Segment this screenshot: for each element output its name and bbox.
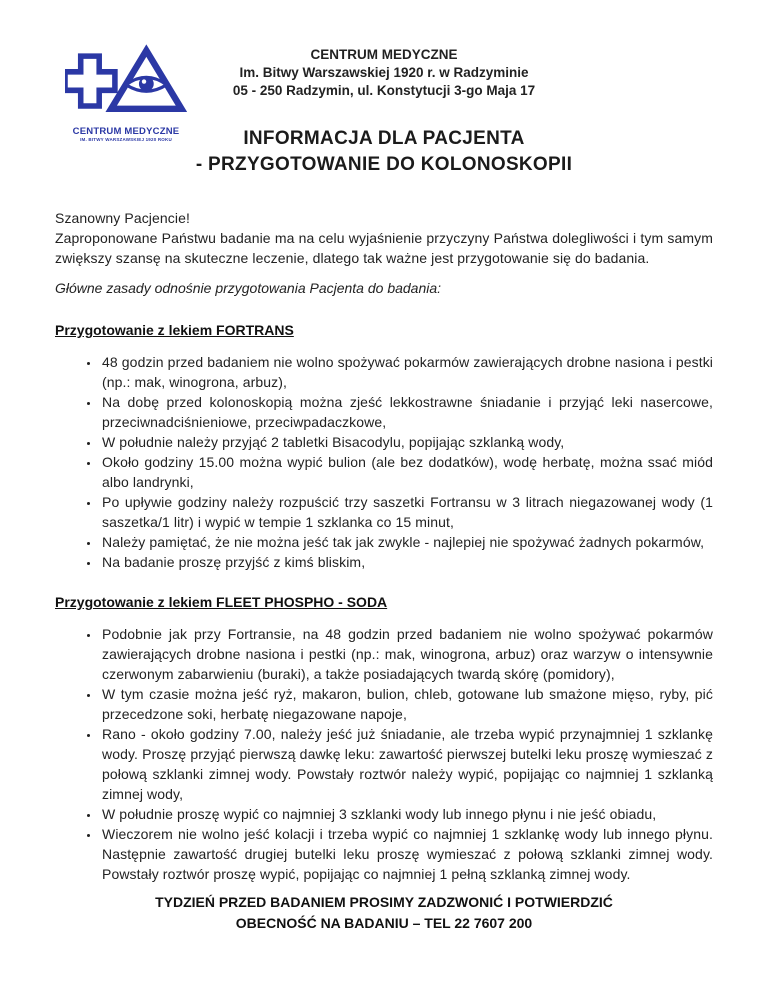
section-fortrans <box>55 320 713 572</box>
bullet-item: • Podobnie jak przy Fortransie, na 48 godzin przed badaniem nie wolno spożywać pokarmów zawierających drobne nasiona i pestki (np.: mak, winogrona, arbuz) oraz warzyw o intensywnie czerwonym zabarwieniu (buraki), a także posiadających twardą skórę (pomidory), <box>100 624 713 684</box>
bullet-item: • Na badanie proszę przyjść z kimś bliskim, <box>100 552 713 572</box>
bullet-item: • Około godziny 15.00 można wypić bulion (ale bez dodatków), wodę herbatę, można ssać miód albo landrynki, <box>100 452 713 492</box>
intro-paragraph: Zaproponowane Państwu badanie ma na celu wyjaśnienie przyczyny Państwa dolegliwości i tym samym zwiększy szansę na skuteczne leczenie, dlatego tak ważne jest przygotowanie się do badania. <box>55 230 713 266</box>
bullet-item: • Rano - około godziny 7.00, należy jeść już śniadanie, ale trzeba wypić przynajmniej 1 szklankę wody. Proszę przyjąć pierwszą dawkę leku: zawartość pierwszej butelki leku proszę wymieszać z połową szklanki zimnej wody. Powstały roztwór należy wypić, popijając co najmniej 1 szklanką zimnej wody, <box>100 724 713 804</box>
footer-line-1: TYDZIEŃ PRZED BADANIEM PROSIMY ZADZWONIĆ I POTWIERDZIĆ <box>155 894 613 910</box>
bullet-item: • Należy pamiętać, że nie można jeść tak jak zwykle - najlepiej nie spożywać żadnych pokarmów, <box>100 532 713 552</box>
bullet-item: • Wieczorem nie wolno jeść kolacji i trzeba wypić co najmniej 1 szklankę wody lub innego płynu. Następnie zawartość drugiej butelki leku proszę wymieszać z połową szklanki zimnej wody. Powstały roztwór proszę wypić, popijając co najmniej 1 pełną szklanką zimnej wody. <box>100 824 713 884</box>
intro-block <box>55 208 713 268</box>
org-patron-line: Im. Bitwy Warszawskiej 1920 r. w Radzyminie <box>239 65 529 80</box>
bullet-item: • 48 godzin przed badaniem nie wolno spożywać pokarmów zawierających drobne nasiona i pestki (np.: mak, winogrona, arbuz), <box>100 352 713 392</box>
logo-subcaption: IM. BITWY WARSZAWSKIEJ 1920 ROKU <box>80 137 172 142</box>
bullet-item: • W południe należy przyjąć 2 tabletki Bisacodylu, popijając szklanką wody, <box>100 432 713 452</box>
section-heading-fortrans: Przygotowanie z lekiem FORTRANS <box>55 322 294 338</box>
bullet-list-fortrans <box>55 352 713 572</box>
bullet-list-fleet <box>55 624 713 884</box>
footer-notice <box>55 892 713 934</box>
page-title-line-2: - PRZYGOTOWANIE DO KOLONOSKOPII <box>195 154 573 175</box>
clinic-logo-icon <box>65 44 187 120</box>
clinic-logo <box>62 44 190 142</box>
rules-intro: Główne zasady odnośnie przygotowania Pacjenta do badania: <box>55 280 442 296</box>
bullet-item: • Po upływie godziny należy rozpuścić trzy saszetki Fortransu w 3 litrach niegazowanej wody (1 saszetka/1 litr) i wypić w tempie 1 szklanka co 15 minut, <box>100 492 713 532</box>
footer-line-2: OBECNOŚĆ NA BADANIU – TEL 22 7607 200 <box>235 915 533 931</box>
page-title-line-1: INFORMACJA DLA PACJENTA <box>243 128 525 149</box>
org-name: CENTRUM MEDYCZNE <box>310 47 458 62</box>
org-address: 05 - 250 Radzymin, ul. Konstytucji 3-go Maja 17 <box>232 83 536 98</box>
bullet-item: • W południe proszę wypić co najmniej 3 szklanki wody lub innego płynu i nie jeść obiadu, <box>100 804 713 824</box>
logo-caption: CENTRUM MEDYCZNE <box>72 126 180 137</box>
bullet-item: • Na dobę przed kolonoskopią można zjeść lekkostrawne śniadanie i przyjąć leki nasercowe, przeciwnadciśnieniowe, przeciwpadaczkowe, <box>100 392 713 432</box>
bullet-item: • W tym czasie można jeść ryż, makaron, bulion, chleb, gotowane lub smażone mięso, ryby, pić przecedzone soki, herbatę niegazowane napoje, <box>100 684 713 724</box>
section-heading-fleet: Przygotowanie z lekiem FLEET PHOSPHO - SODA <box>55 594 388 610</box>
salutation: Szanowny Pacjencie! <box>55 210 190 226</box>
section-fleet-phospho-soda <box>55 592 713 884</box>
